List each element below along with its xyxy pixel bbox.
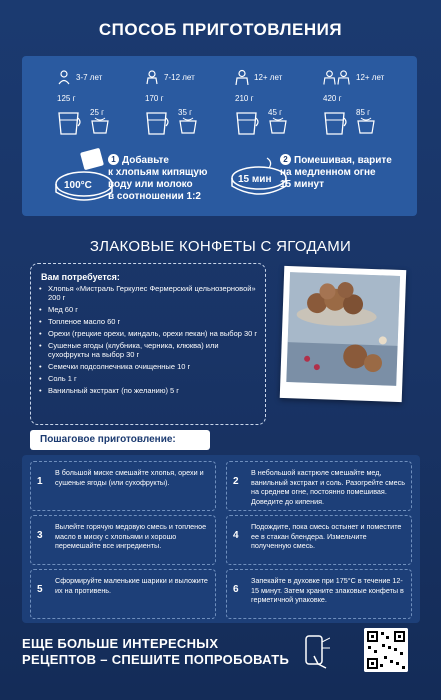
measuring-cup-icon (234, 110, 260, 136)
recipe-step-4 (226, 515, 412, 565)
ingredient-item: • Топленое масло 60 г (39, 317, 261, 326)
cup-amount: 210 г (235, 94, 254, 103)
age-group-1 (56, 68, 146, 148)
pot-icon (178, 116, 198, 134)
qr-code[interactable] (364, 628, 408, 672)
age-label: 3-7 лет (76, 72, 103, 82)
step-number: 2 (233, 476, 239, 487)
prep-panel (22, 56, 417, 216)
step-line: воду или молоко (108, 179, 193, 190)
child-icon (56, 69, 72, 85)
measuring-cup-icon (144, 110, 170, 136)
prep-step-2 (280, 154, 392, 191)
ingredients-list (39, 284, 261, 398)
prep-step-1 (108, 154, 207, 203)
step-number: 1 (37, 476, 43, 487)
footer-line: РЕЦЕПТОВ – СПЕШИТЕ ПОПРОБОВАТЬ (22, 652, 290, 667)
step-number: 5 (37, 584, 43, 595)
step-text: В небольшой кастрюле смешайте мед, ванильный экстракт и соль. Разогрейте смесь на среднем огне, постоянно помешивая. Доведите до кипения. (251, 468, 405, 506)
phone-scan-icon (300, 634, 330, 670)
step-number: 2 (280, 154, 291, 165)
step-number: 6 (233, 584, 239, 595)
recipe-step-1 (30, 461, 216, 511)
ingredient-item: • Сушеные ягоды (клубника, черника, клюква) или сухофрукты на выбор 30 г (39, 341, 261, 359)
measuring-cup-icon (322, 110, 348, 136)
step-text: В большой миске смешайте хлопья, орехи и сушеные ягоды (или сухофрукты). (55, 468, 204, 487)
recipe-step-6 (226, 569, 412, 619)
pot-icon (356, 116, 376, 134)
ingredient-item: • Ванильный экстракт (по желанию) 5 г (39, 386, 261, 395)
recipe-step-2 (226, 461, 412, 511)
recipe-photo (280, 266, 407, 402)
ingredients-title: Вам потребуется: (41, 272, 120, 282)
step-text: Запекайте в духовке при 175°С в течение 12-15 минут. Затем храните злаковые конфеты в герметичной упаковке. (251, 576, 404, 604)
footer-promo (22, 636, 289, 668)
step-line: на медленном огне (280, 167, 376, 178)
teen-icon (144, 69, 160, 85)
granola-balls-image (286, 272, 400, 386)
ingredient-item: • Орехи (грецкие орехи, миндаль, орехи пекан) на выбор 30 г (39, 329, 261, 338)
age-group-4 (322, 68, 412, 148)
recipe-title: ЗЛАКОВЫЕ КОНФЕТЫ С ЯГОДАМИ (89, 238, 352, 255)
age-group-2 (144, 68, 234, 148)
adult-icon (234, 69, 250, 85)
step-number: 3 (37, 530, 43, 541)
step-text: Сформируйте маленькие шарики и выложите их на противень. (55, 576, 208, 595)
prep-title: СПОСОБ ПРИГОТОВЛЕНИЯ (98, 20, 343, 39)
step-line: 15 минут (280, 179, 325, 190)
water-amount: 25 г (90, 108, 105, 117)
cup-amount: 420 г (323, 94, 342, 103)
measuring-cup-icon (56, 110, 82, 136)
age-label: 12+ лет (254, 72, 283, 82)
step-number: 4 (233, 530, 239, 541)
recipe-step-3 (30, 515, 216, 565)
pot-icon (90, 116, 110, 134)
footer-line: ЕЩЕ БОЛЬШЕ ИНТЕРЕСНЫХ (22, 636, 219, 651)
temperature-badge: 100°С (64, 180, 92, 191)
ingredient-item: • Хлопья «Мистраль Геркулес Фермерский цельнозерновой» 200 г (39, 284, 261, 302)
cup-amount: 170 г (145, 94, 164, 103)
step-line: Добавьте (122, 155, 169, 166)
ingredient-item: • Мед 60 г (39, 305, 261, 314)
step-line: Помешивая, варите (294, 155, 392, 166)
age-group-3 (234, 68, 324, 148)
age-label: 12+ лет (356, 72, 385, 82)
water-amount: 85 г (356, 108, 371, 117)
two-adults-icon (322, 69, 352, 85)
step-number: 1 (108, 154, 119, 165)
water-amount: 35 г (178, 108, 193, 117)
ingredient-item: • Соль 1 г (39, 374, 261, 383)
step-text: Вылейте горячую медовую смесь и топленое масло в миску с хлопьями и хорошо перемешайте все ингредиенты. (55, 522, 207, 550)
steps-title: Пошаговое приготовление: (30, 430, 210, 450)
water-amount: 45 г (268, 108, 283, 117)
step-text: Подождите, пока смесь остынет и поместите ее в стакан блендера. Измельчите полученную смесь. (251, 522, 402, 550)
pot-icon (268, 116, 288, 134)
ingredients-box (30, 263, 266, 425)
step-line: в соотношении 1:2 (108, 191, 201, 202)
step-line: к хлопьям кипящую (108, 167, 208, 178)
age-label: 7-12 лет (164, 72, 195, 82)
time-badge: 15 мин (238, 174, 272, 185)
cup-amount: 125 г (57, 94, 76, 103)
recipe-step-5 (30, 569, 216, 619)
ingredient-item: • Семечки подсолнечника очищенные 10 г (39, 362, 261, 371)
steps-grid (22, 455, 420, 623)
